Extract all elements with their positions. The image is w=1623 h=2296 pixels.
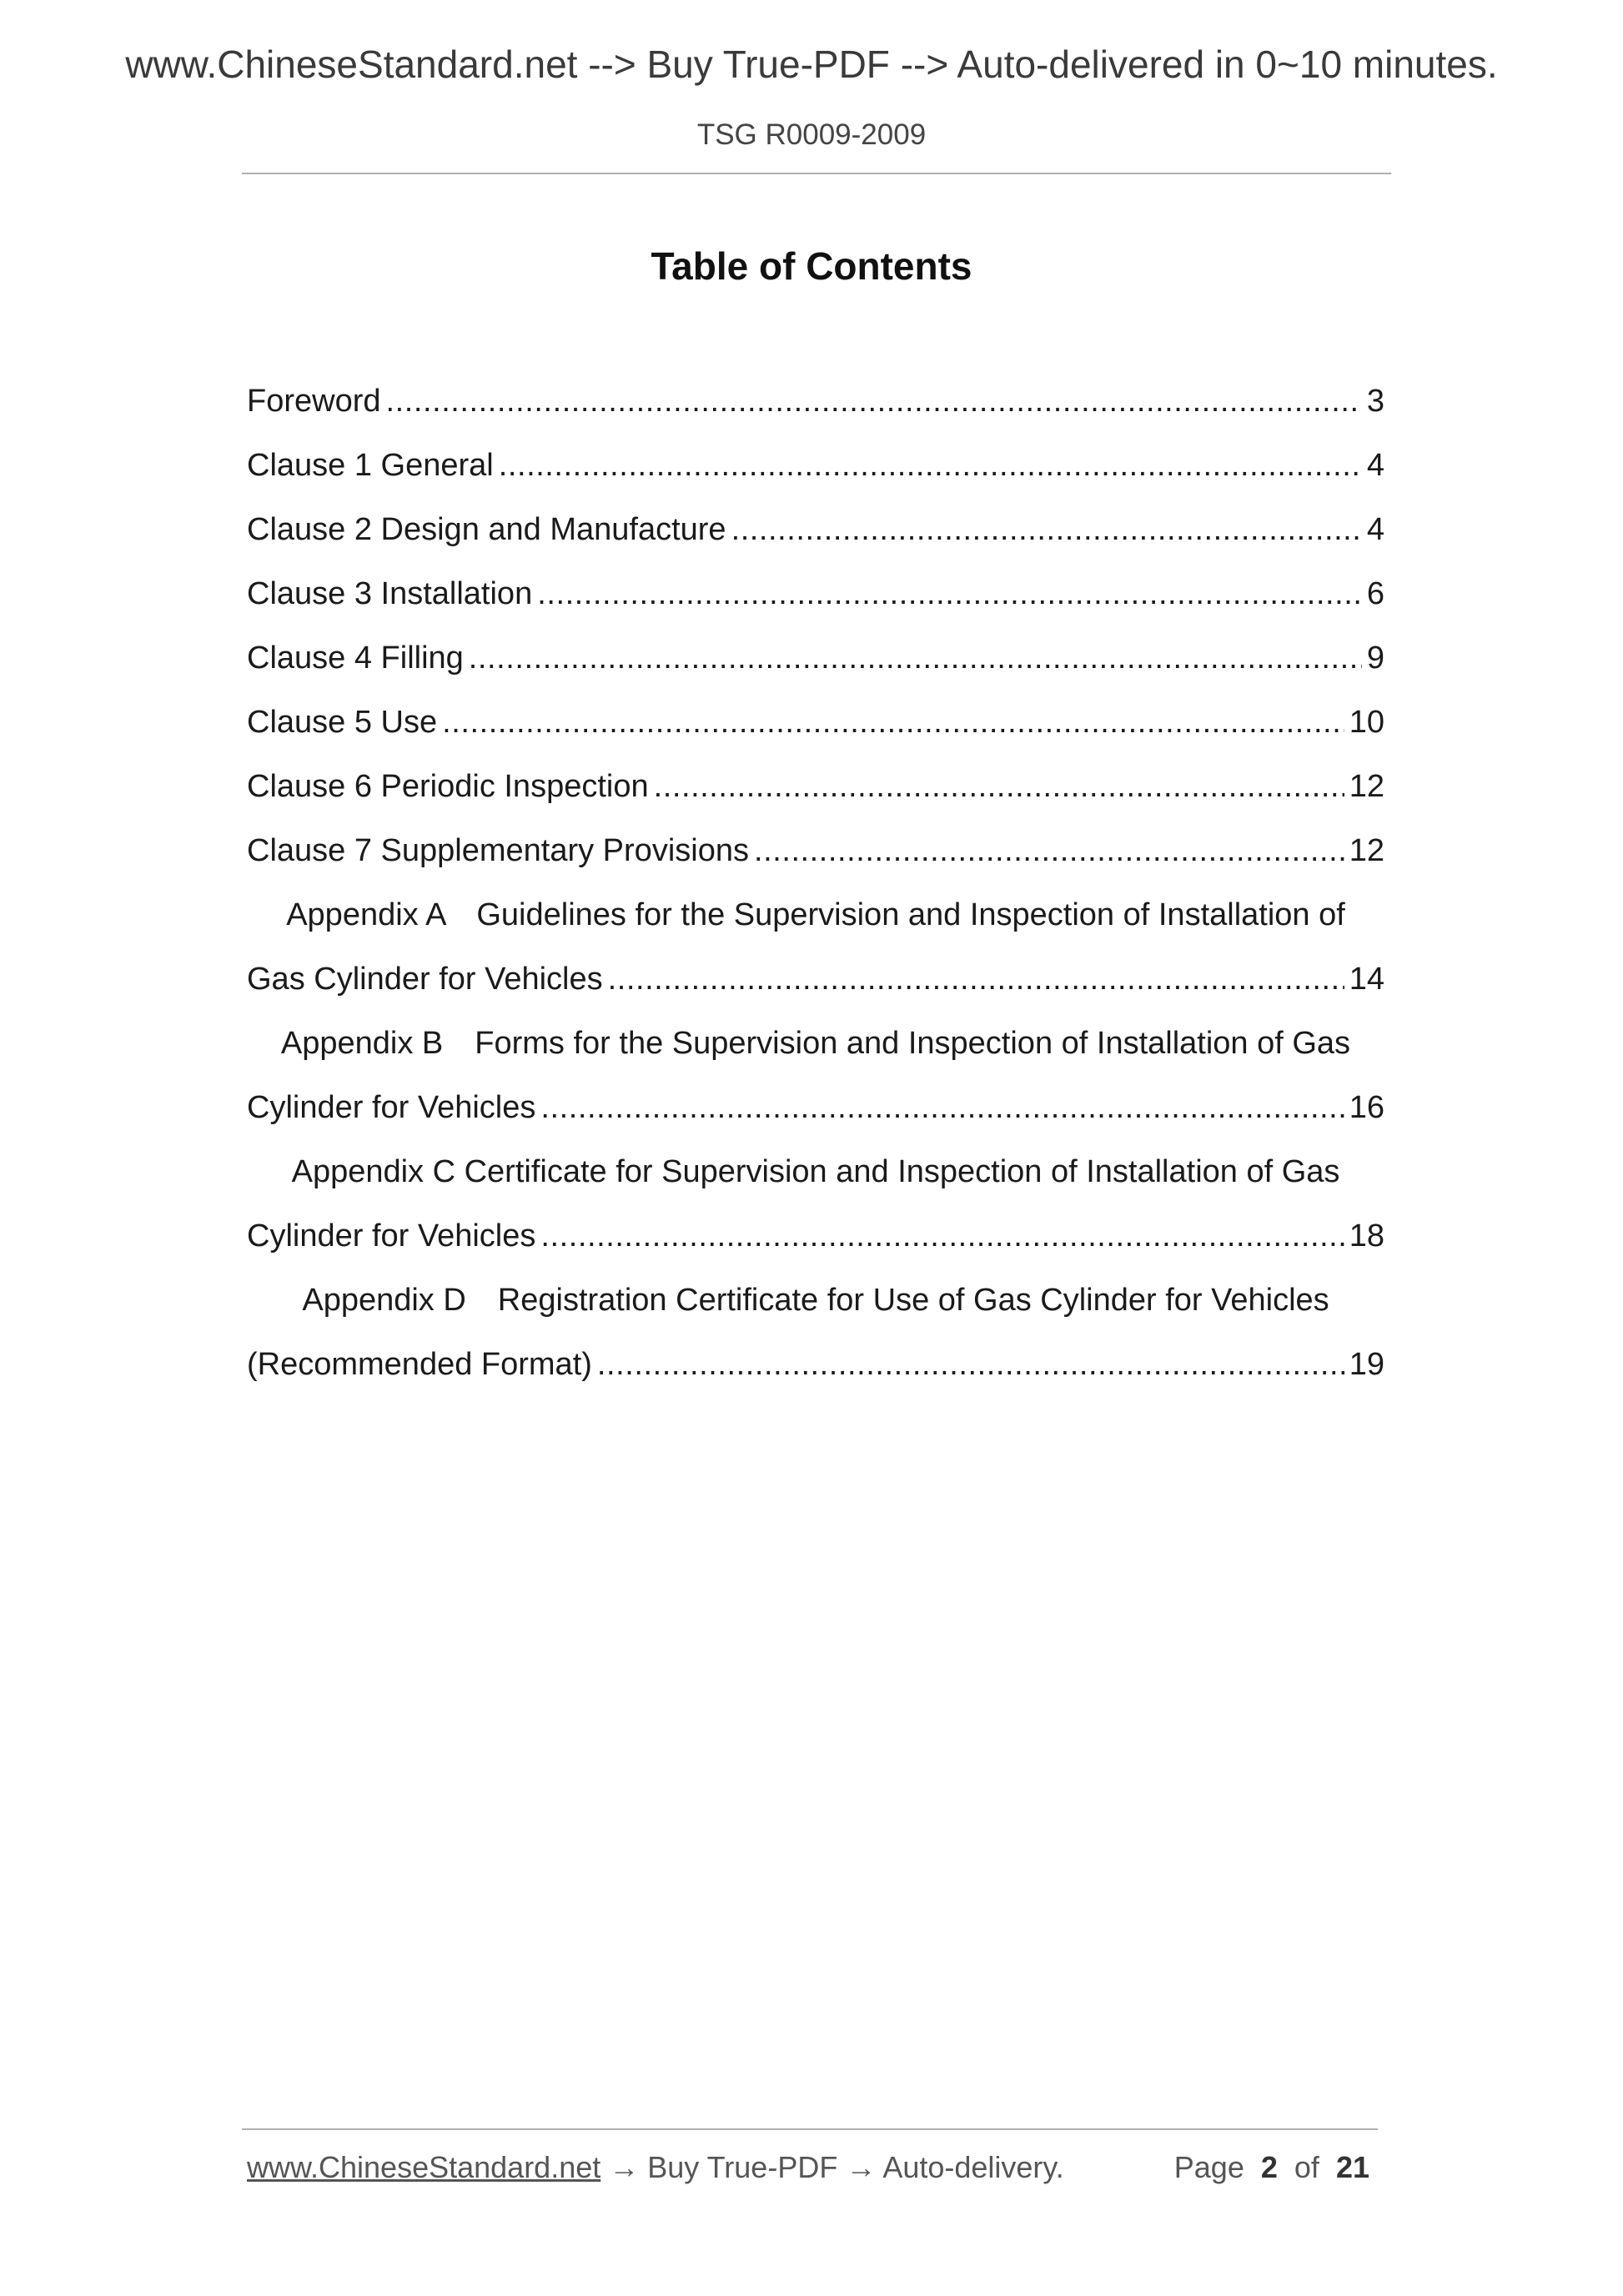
toc-entry-continuation (247, 1082, 1384, 1146)
dot-leader (499, 440, 1362, 491)
page-label: Page (1173, 2150, 1244, 2184)
toc-entry-page: 16 (1349, 1090, 1384, 1125)
toc-entry-label: Appendix A Guidelines for the Supervision and Inspection of Installation of (286, 897, 1345, 932)
toc-entry-page: 9 (1366, 641, 1384, 676)
toc-entry-label: Clause 5 Use (247, 705, 438, 740)
footer-tagline: → Buy True-PDF → Auto-delivery. (600, 2150, 1064, 2184)
toc-entry-appendix-c[interactable] (247, 1146, 1384, 1274)
total-page-count: 21 (1335, 2150, 1369, 2184)
toc-entry-page: 4 (1366, 448, 1384, 483)
dot-leader (540, 1210, 1344, 1262)
toc-entry-page: 10 (1349, 705, 1384, 740)
page-footer (247, 2150, 1369, 2185)
toc-entry-label-tail: Gas Cylinder for Vehicles (247, 962, 603, 997)
document-code: TSG R0009-2009 (696, 118, 927, 151)
toc-entry-clause-3[interactable] (247, 568, 1384, 632)
toc-entry-label: Clause 2 Design and Manufacture (247, 512, 726, 547)
toc-entry-page: 3 (1366, 384, 1384, 419)
dot-leader (442, 696, 1344, 748)
toc-entry-label: Clause 3 Installation (247, 576, 533, 611)
dot-leader (386, 375, 1362, 427)
toc-entry-clause-2[interactable] (247, 504, 1384, 568)
toc-entry-label: Clause 4 Filling (247, 641, 464, 676)
toc-entry-label-tail: Cylinder for Vehicles (247, 1090, 536, 1125)
toc-entry-label-tail: (Recommended Format) (247, 1347, 592, 1382)
toc-entry-foreword[interactable] (247, 375, 1384, 440)
toc-entry-page: 18 (1349, 1218, 1384, 1254)
top-banner: www.ChineseStandard.net --> Buy True-PDF --> Auto-delivered in 0~10 minutes. (125, 43, 1498, 86)
footer-divider (242, 2128, 1378, 2130)
toc-entry-clause-4[interactable] (247, 632, 1384, 696)
dot-leader (537, 568, 1362, 620)
dot-leader (754, 825, 1344, 877)
toc-entry-page: 6 (1366, 576, 1384, 611)
toc-entry-page: 12 (1349, 833, 1384, 868)
toc-entry-clause-1[interactable] (247, 440, 1384, 504)
toc-entry-label: Clause 7 Supplementary Provisions (247, 833, 749, 868)
page-indicator (1174, 2150, 1369, 2185)
toc-entry-appendix-a[interactable] (247, 889, 1384, 1017)
dot-leader (540, 1082, 1344, 1133)
toc-entry-clause-6[interactable] (247, 761, 1384, 825)
toc-entry-clause-7[interactable] (247, 825, 1384, 889)
toc-entry-page: 14 (1349, 962, 1384, 997)
dot-leader (608, 953, 1344, 1005)
toc-entry-appendix-d[interactable] (247, 1274, 1384, 1403)
toc-entry-continuation (247, 1339, 1384, 1403)
toc-entry-continuation (247, 953, 1384, 1017)
table-of-contents (247, 375, 1384, 1403)
current-page-number: 2 (1260, 2150, 1278, 2184)
dot-leader (469, 632, 1362, 684)
dot-leader (731, 504, 1362, 555)
toc-entry-label: Appendix B Forms for the Supervision and Inspection of Installation of Gas (280, 1026, 1351, 1061)
toc-entry-label: Clause 6 Periodic Inspection (247, 769, 649, 804)
toc-entry-label: Appendix C Certificate for Supervision and Inspection of Installation of Gas (291, 1154, 1340, 1189)
header-divider (242, 173, 1391, 174)
dot-leader (654, 761, 1344, 812)
toc-entry-page: 4 (1366, 512, 1384, 547)
toc-entry-label: Clause 1 General (247, 448, 494, 483)
page-title: Table of Contents (651, 244, 972, 288)
toc-entry-label-tail: Cylinder for Vehicles (247, 1218, 536, 1254)
toc-entry-page: 19 (1349, 1347, 1384, 1382)
toc-entry-label: Foreword (247, 384, 381, 419)
toc-entry-label: Appendix D Registration Certificate for Use of Gas Cylinder for Vehicles (302, 1283, 1329, 1318)
toc-entry-page: 12 (1349, 769, 1384, 804)
toc-entry-clause-5[interactable] (247, 696, 1384, 761)
toc-entry-appendix-b[interactable] (247, 1017, 1384, 1146)
page-of-label: of (1294, 2150, 1319, 2184)
footer-website-link[interactable]: www.ChineseStandard.net (247, 2150, 601, 2184)
toc-entry-continuation (247, 1210, 1384, 1274)
dot-leader (597, 1339, 1344, 1390)
